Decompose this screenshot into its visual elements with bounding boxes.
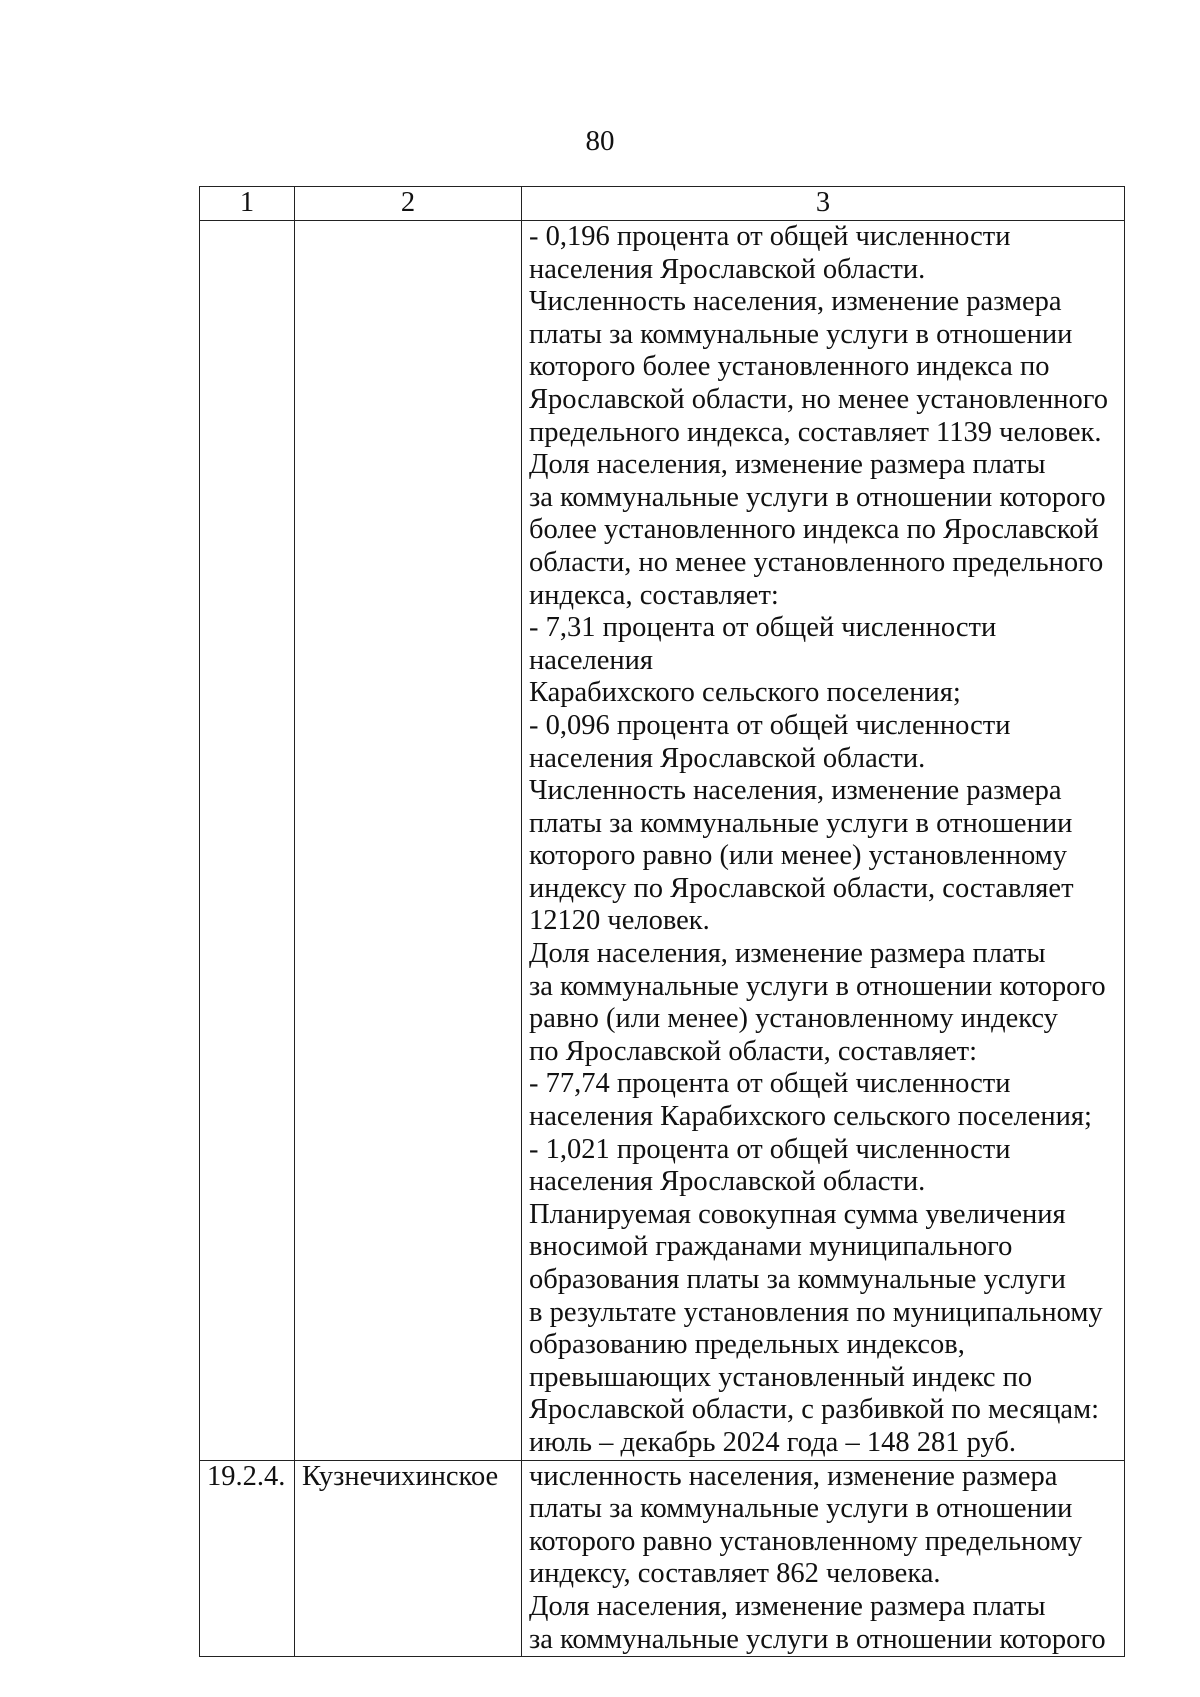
column-header-3: 3	[522, 187, 1125, 221]
page-number: 80	[585, 125, 615, 157]
table-row	[200, 1460, 1125, 1657]
description-cell: - 0,196 процента от общей численности населения Ярославской области. Численность населения, изменение размера платы за коммунальные услуги в отношении которого более установленного индекса по Ярославской области, но менее установленного предельного индекса, составляет 1139 человек. Доля населения, изменение размера платы за коммунальные услуги в отношении которого более установленного индекса по Ярославской области, но менее установленного предельного индекса, составляет: - 7,31 процента от общей численности населения Карабихского сельского поселения; - 0,096 процента от общей численности населения Ярославской области. Численность населения, изменение размера платы за коммунальные услуги в отношении которого равно (или менее) установленному индексу по Ярославской области, составляет 12120 человек. Доля населения, изменение размера платы за коммунальные услуги в отношении которого равно (или менее) установленному индексу по Ярославской области, составляет: - 77,74 процента от общей численности населения Карабихского сельского поселения; - 1,021 процента от общей численности населения Ярославской области. Планируемая совокупная сумма увеличения вносимой гражданами муниципального образования платы за коммунальные услуги в результате установления по муниципальному образованию предельных индексов, превышающих установленный индекс по Ярославской области, с разбивкой по месяцам: июль – декабрь 2024 года – 148 281 руб.	[522, 221, 1125, 1461]
table-row	[200, 221, 1125, 1461]
settlement-name-cell: Кузнечихинское	[295, 1460, 522, 1657]
description-cell: численность населения, изменение размера платы за коммунальные услуги в отношении которого равно установленному предельному индексу, составляет 862 человека. Доля населения, изменение размера платы за коммунальные услуги в отношении которого	[522, 1460, 1125, 1657]
row-number-cell	[200, 221, 295, 1461]
column-header-1: 1	[200, 187, 295, 221]
settlement-name-cell	[295, 221, 522, 1461]
document-table	[199, 186, 1125, 1657]
row-number-cell: 19.2.4.	[200, 1460, 295, 1657]
column-header-2: 2	[295, 187, 522, 221]
table-header-row	[200, 187, 1125, 221]
